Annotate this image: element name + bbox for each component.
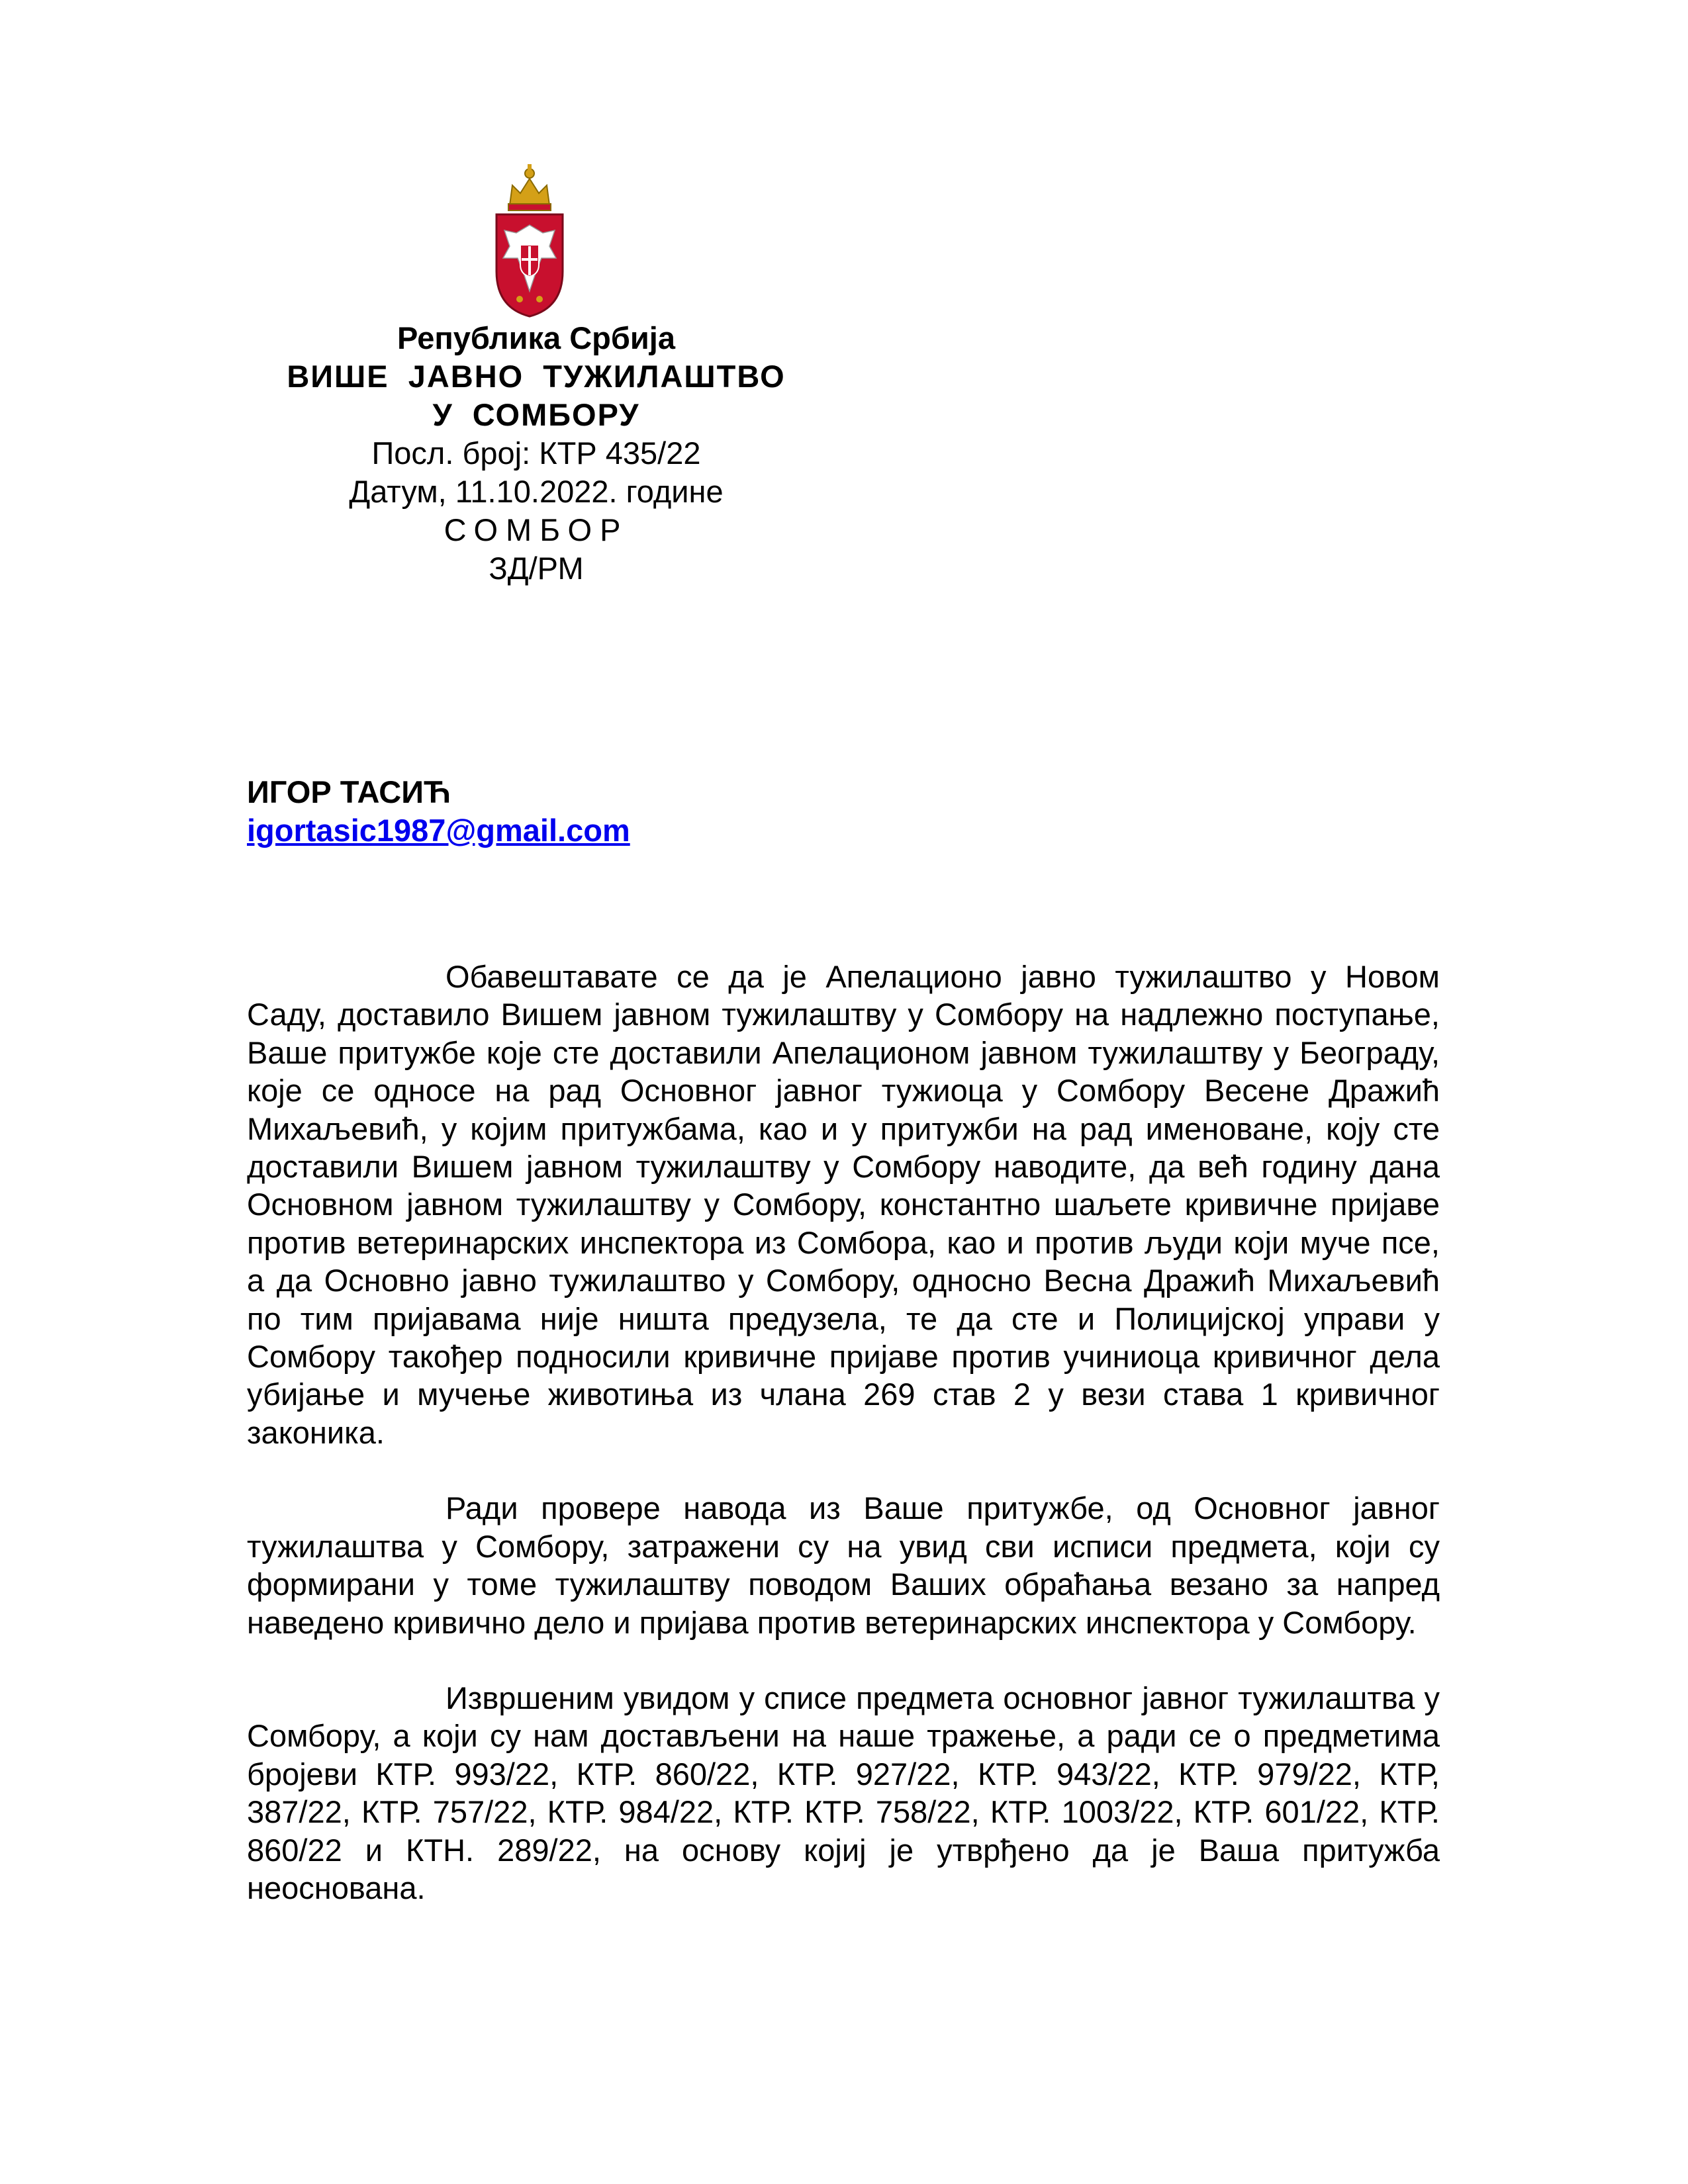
initials: ЗД/РМ [489,551,584,586]
document-date: Датум, 11.10.2022. године [349,474,724,509]
body-paragraph-1: Обавештавате се да је Апелационо јавно тужилаштво у Новом Саду, доставило Вишем јавном тужилаштву у Сомбору на надлежно поступање, Ваше притужбе које сте доставили Апелационом јавном тужилаштву у Београду, које се односе на рад Основног јавног тужиоца у Сомбору Весене Дражић Михаљевић, у којим притужбама, као и у притужби на рад именоване, коју сте доставили Вишем јавном тужилаштву у Сомбору наводите, да већ годину дана Основном јавном тужилаштву у Сомбору, константно шаљете кривичне пријаве против ветеринарских инспектора из Сомбора, као и против људи који муче псе, а да Основно јавно тужилаштво у Сомбору, односно Весна Дражић Михаљевић по тим пријавама није ништа предузела, те да сте и Полицијској управи у Сомбору такођер подносили кривичне пријаве против учиниоца кривичног дела убијање и мучење животиња из члана 269 став 2 у вези става 1 кривичног законика. [247,959,1440,1450]
body-paragraph-3: Извршеним увидом у списе предмета основног јавног тужилаштва у Сомбору, а који су нам достављени на наше тражење, а ради се о предметима бројеви КТР. 993/22, КТР. 860/22, КТР. 927/22, КТР. 943/22, КТР. 979/22, КТР, 387/22, КТР. 757/22, КТР. 984/22, КТР. КТР. 758/22, КТР. 1003/22, КТР. 601/22, КТР. 860/22 и КТН. 289/22, на основу којиј је утврђено да је Ваша притужба неоснована. [247,1680,1440,1905]
recipient-name: ИГОР ТАСИЋ [247,774,451,809]
country-name: Република Србија [397,320,675,355]
office-city: У СОМБОРУ [432,397,640,432]
document-header [232,319,841,588]
body-paragraph-2: Ради провере навода из Ваше притужбе, од Основног јавног тужилаштва у Сомбору, затражени су на увид сви исписи предмета, који су формирани у томе тужилаштву поводом Ваших обраћања везано за напред наведено кривично дело и пријава против ветеринарских инспектора у Сомбору. [247,1490,1440,1640]
office-name: ВИШЕ ЈАВНО ТУЖИЛАШТВО [287,359,786,394]
letter-body [247,958,1440,1944]
recipient-email-link[interactable]: igortasic1987@gmail.com [247,813,630,848]
recipient-block [247,773,630,850]
case-number: Посл. број: КТР 435/22 [371,435,701,471]
place-name: СОМБОР [444,512,629,547]
serbian-coat-of-arms-icon [490,159,569,318]
